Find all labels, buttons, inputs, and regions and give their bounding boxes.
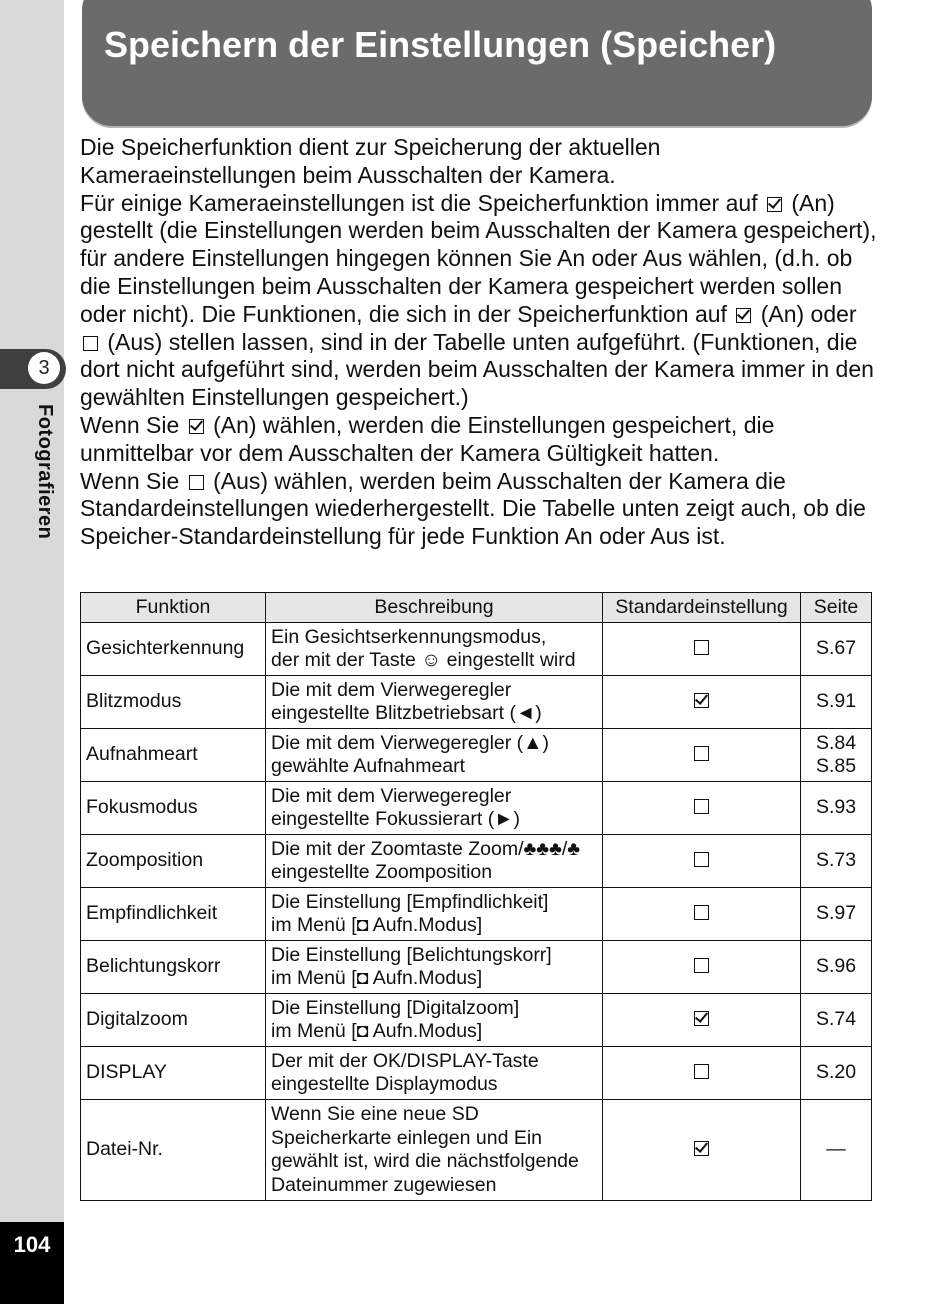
intro-p4-a: Wenn Sie	[80, 467, 180, 494]
cell-beschreibung	[266, 835, 603, 888]
desc-line: Wenn Sie eine neue SD	[271, 1103, 479, 1125]
cell-beschreibung	[266, 782, 603, 835]
cell-funktion: Datei-Nr.	[81, 1100, 266, 1201]
intro-p4-b: (Aus) wählen, werden beim Ausschalten der Kamera die Standardeinstellungen wiederhergestellt. Die Tabelle unten zeigt auch, ob die Speicher-Standardeinstellung für jede Funktion An oder Aus ist.	[80, 467, 866, 550]
checkbox-on-icon	[694, 693, 709, 708]
cell-seite: S.73	[801, 835, 872, 888]
cell-funktion: DISPLAY	[81, 1047, 266, 1100]
intro-paragraph-2	[80, 190, 880, 412]
header-funktion: Funktion	[81, 593, 266, 623]
cell-funktion: Belichtungskorr	[81, 941, 266, 994]
intro-text	[80, 134, 880, 551]
cell-seite	[801, 729, 872, 782]
desc-line: Die mit dem Vierwegeregler	[271, 678, 512, 701]
table-row	[81, 941, 872, 994]
intro-paragraph-3	[80, 412, 880, 468]
desc-line: Dateinummer zugewiesen	[271, 1173, 497, 1196]
chapter-number: 3	[28, 352, 60, 384]
table-row	[81, 1100, 872, 1201]
cell-standard	[603, 1047, 801, 1100]
cell-funktion: Digitalzoom	[81, 994, 266, 1047]
checkbox-off-icon	[694, 852, 709, 867]
desc-line: Speicherkarte einlegen und Ein	[271, 1126, 543, 1149]
cell-standard	[603, 1100, 801, 1201]
desc-line: der mit der Taste ☺ eingestellt wird	[271, 649, 576, 671]
cell-seite: S.91	[801, 676, 872, 729]
intro-paragraph-4	[80, 468, 880, 551]
cell-seite: S.74	[801, 994, 872, 1047]
desc-line: gewählte Aufnahmeart	[271, 755, 466, 777]
cell-standard	[603, 623, 801, 676]
checkbox-off-icon	[694, 1064, 709, 1079]
desc-line: Die Einstellung [Digitalzoom]	[271, 996, 520, 1019]
table-row	[81, 676, 872, 729]
table-row	[81, 782, 872, 835]
checkbox-on-icon	[694, 1011, 709, 1026]
header-beschreibung: Beschreibung	[266, 593, 603, 623]
intro-p2-b: (An) gestellt (die Einstellungen werden beim Ausschalten der Kamera gespeichert), für andere Einstellungen hingegen können Sie An oder Aus wählen, (d.h. ob die Einstellungen beim Ausschalten der Kamera gespeichert werden sollen oder nicht). Die Funktionen, die sich in der Speicherfunktion auf	[80, 189, 877, 327]
cell-beschreibung	[266, 676, 603, 729]
desc-line: eingestellte Blitzbetriebsart (◄)	[271, 702, 542, 724]
desc-line: eingestellte Displaymodus	[271, 1073, 498, 1095]
cell-funktion: Fokusmodus	[81, 782, 266, 835]
checkbox-off-icon	[189, 475, 204, 490]
cell-standard	[603, 888, 801, 941]
cell-beschreibung	[266, 994, 603, 1047]
table-row	[81, 623, 872, 676]
cell-seite: —	[801, 1100, 872, 1201]
cell-standard	[603, 782, 801, 835]
cell-beschreibung	[266, 1100, 603, 1201]
table-row	[81, 1047, 872, 1100]
cell-beschreibung	[266, 888, 603, 941]
checkbox-off-icon	[694, 958, 709, 973]
chapter-label: Fotografieren	[34, 404, 56, 540]
cell-seite: S.93	[801, 782, 872, 835]
cell-standard	[603, 835, 801, 888]
intro-p2-a: Für einige Kameraeinstellungen ist die Speicherfunktion immer auf	[80, 189, 758, 216]
cell-funktion: Blitzmodus	[81, 676, 266, 729]
table-row	[81, 888, 872, 941]
table-row	[81, 994, 872, 1047]
cell-standard	[603, 729, 801, 782]
cell-seite: S.97	[801, 888, 872, 941]
cell-beschreibung	[266, 1047, 603, 1100]
desc-line: Der mit der OK/DISPLAY-Taste	[271, 1049, 539, 1072]
desc-line: Ein Gesichtserkennungsmodus,	[271, 625, 547, 648]
page-ref: S.85	[815, 755, 857, 777]
intro-p3-a: Wenn Sie	[80, 411, 180, 438]
table-header-row	[81, 593, 872, 623]
cell-beschreibung	[266, 729, 603, 782]
intro-paragraph-1: Die Speicherfunktion dient zur Speicherung der aktuellen Kameraeinstellungen beim Ausschalten der Kamera.	[80, 134, 661, 188]
desc-line: eingestellte Zoomposition	[271, 861, 493, 883]
cell-funktion: Empfindlichkeit	[81, 888, 266, 941]
checkbox-on-icon	[189, 419, 204, 434]
page-title: Speichern der Einstellungen (Speicher)	[104, 24, 777, 65]
checkbox-off-icon	[694, 905, 709, 920]
cell-seite: S.20	[801, 1047, 872, 1100]
page-ref: S.84	[815, 731, 857, 754]
desc-line: im Menü [◘ Aufn.Modus]	[271, 914, 483, 936]
cell-funktion: Aufnahmeart	[81, 729, 266, 782]
cell-funktion: Zoomposition	[81, 835, 266, 888]
desc-line: im Menü [◘ Aufn.Modus]	[271, 967, 483, 989]
header-seite: Seite	[801, 593, 872, 623]
desc-line: Die Einstellung [Empfindlichkeit]	[271, 890, 549, 913]
cell-standard	[603, 676, 801, 729]
desc-line: Die mit dem Vierwegeregler	[271, 784, 512, 807]
cell-seite: S.96	[801, 941, 872, 994]
cell-funktion: Gesichterkennung	[81, 623, 266, 676]
cell-beschreibung	[266, 941, 603, 994]
memory-table	[80, 592, 872, 1201]
desc-line: gewählt ist, wird die nächstfolgende	[271, 1150, 579, 1172]
cell-seite: S.67	[801, 623, 872, 676]
table-row	[81, 835, 872, 888]
desc-line: Die Einstellung [Belichtungskorr]	[271, 943, 552, 966]
checkbox-on-icon	[694, 1141, 709, 1156]
checkbox-off-icon	[694, 640, 709, 655]
table-row	[81, 729, 872, 782]
checkbox-off-icon	[83, 336, 98, 351]
intro-p2-c: (An) oder	[760, 300, 857, 327]
checkbox-off-icon	[694, 799, 709, 814]
header-standardeinstellung: Standardeinstellung	[603, 593, 801, 623]
checkbox-on-icon	[736, 308, 751, 323]
desc-line: eingestellte Fokussierart (►)	[271, 808, 521, 830]
page-number: 104	[13, 1232, 51, 1257]
intro-p3-b: (An) wählen, werden die Einstellungen gespeichert, die unmittelbar vor dem Ausschalten der Kamera Gültigkeit hatten.	[80, 411, 775, 466]
cell-standard	[603, 994, 801, 1047]
sidebar	[0, 0, 64, 1304]
checkbox-on-icon	[767, 197, 782, 212]
intro-p2-d: (Aus) stellen lassen, sind in der Tabelle unten aufgeführt. (Funktionen, die dort nicht aufgeführt sind, werden beim Ausschalten der Kamera immer in den gewählten Einstellungen gespeichert.)	[80, 328, 874, 411]
desc-line: im Menü [◘ Aufn.Modus]	[271, 1020, 483, 1042]
cell-standard	[603, 941, 801, 994]
desc-line: Die mit dem Vierwegeregler (▲)	[271, 731, 549, 754]
desc-line: Die mit der Zoomtaste Zoom/♣♣♣/♣	[271, 837, 581, 860]
cell-beschreibung	[266, 623, 603, 676]
checkbox-off-icon	[694, 746, 709, 761]
